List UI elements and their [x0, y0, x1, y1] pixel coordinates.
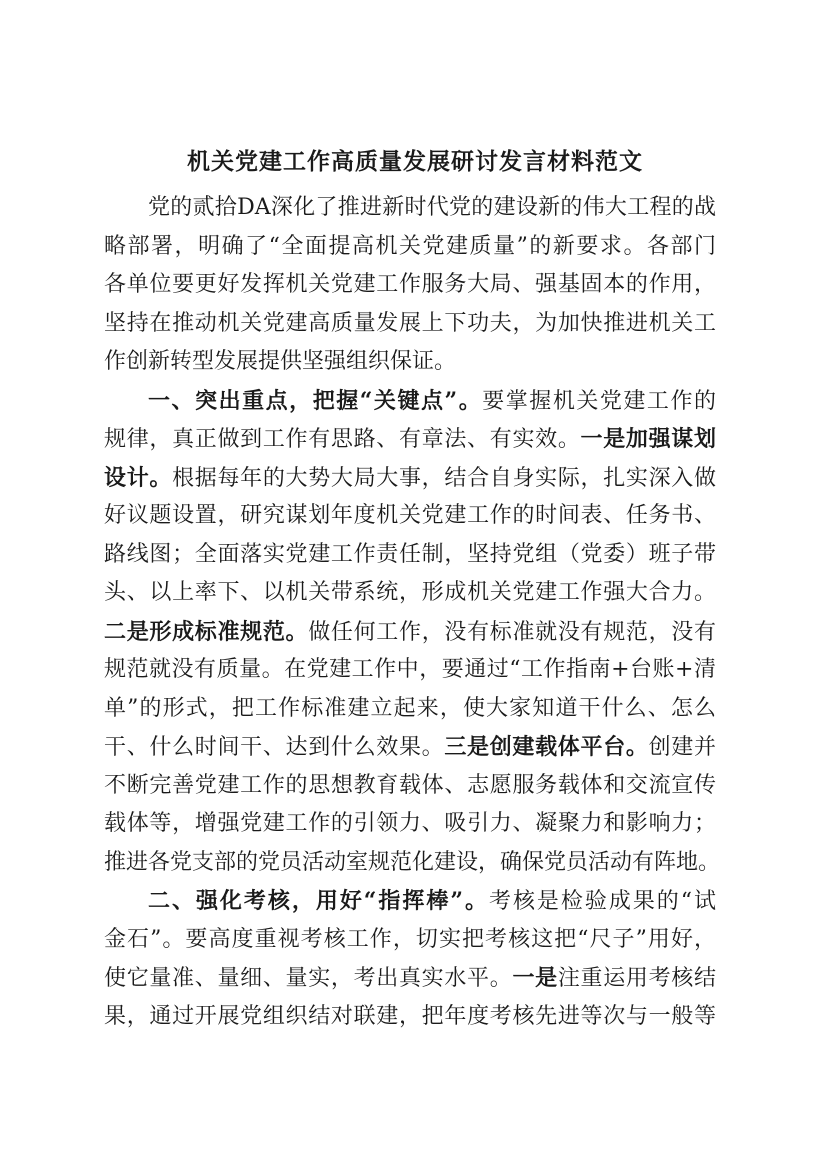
text-line	[104, 998, 716, 1037]
text-segment: 果，通过开展党组织结对联建，把年度考核先进等次与一般等	[104, 1003, 716, 1029]
paragraph	[104, 382, 721, 883]
text-line	[104, 343, 716, 382]
text-segment: 头、以上率下、以机关带系统，形成机关党建工作强大合力。	[104, 580, 716, 605]
text-segment: 干、什么时间干、达到什么效果。	[104, 735, 445, 760]
text-line	[104, 266, 716, 305]
text-segment: 不断完善党建工作的思想教育载体、志愿服务载体和交流宣传	[104, 772, 716, 798]
text-segment: 做任何工作，没有标准就没有规范，没有	[308, 619, 716, 645]
text-segment: 坚持在推动机关党建高质量发展上下功夫，为加快推进机关工	[104, 310, 716, 336]
text-segment: 载体等，增强党建工作的引领力、吸引力、凝聚力和影响力；	[104, 811, 716, 836]
text-segment: 作创新转型发展提供坚强组织保证。	[104, 349, 457, 374]
text-segment: 根据每年的大势大局大事，结合自身实际，扎实深入做	[172, 465, 716, 491]
text-line	[104, 844, 721, 883]
text-line	[104, 651, 716, 690]
text-line	[104, 536, 716, 575]
bold-text: 设计。	[104, 464, 173, 491]
text-line	[104, 921, 716, 960]
text-line	[104, 959, 716, 998]
text-line	[104, 767, 716, 806]
text-segment: 要掌握机关党建工作的	[482, 388, 716, 414]
text-segment: 注重运用考核结	[557, 966, 716, 991]
text-segment: 略部署，明确了“全面提高机关党建质量”的新要求。各部门	[104, 233, 716, 259]
bold-text: 二是形成标准规范。	[104, 618, 309, 645]
text-line	[104, 420, 716, 459]
text-line	[104, 497, 716, 536]
bold-text: 一是加强谋划	[580, 426, 716, 452]
text-line	[104, 459, 716, 498]
bold-text: 二、强化考核，用好“指挥棒”。	[148, 888, 489, 914]
text-line	[104, 574, 716, 613]
text-segment: 单”的形式，把工作标准建立起来，使大家知道干什么、怎么	[104, 695, 716, 721]
text-segment: 使它量准、量细、量实，考出真实水平。	[104, 966, 513, 991]
text-line	[104, 690, 716, 729]
text-segment: 创建并	[648, 735, 716, 760]
text-line	[104, 228, 716, 267]
text-line	[104, 613, 716, 652]
text-line	[104, 305, 716, 344]
paragraph	[104, 189, 716, 382]
document-body	[104, 189, 721, 1036]
text-segment: 路线图；全面落实党建工作责任制，坚持党组（党委）班子带	[104, 541, 716, 567]
text-segment: 党的贰拾DA深化了推进新时代党的建设新的伟大工程的战	[148, 195, 716, 220]
text-line	[104, 805, 716, 844]
text-segment: 推进各党支部的党员活动室规范化建设，确保党员活动有阵地。	[104, 849, 721, 875]
text-line	[104, 189, 716, 228]
bold-text: 一是	[512, 965, 558, 991]
text-line	[104, 728, 716, 767]
text-segment: 规范就没有质量。在党建工作中，要通过“工作指南+台账+清	[104, 657, 716, 682]
text-segment: 规律，真正做到工作有思路、有章法、有实效。	[104, 427, 581, 452]
text-line	[104, 382, 716, 421]
text-segment: 考核是检验成果的“试	[488, 889, 717, 914]
text-segment: 好议题设置，研究谋划年度机关党建工作的时间表、任务书、	[104, 503, 716, 528]
text-segment: 各单位要更好发挥机关党建工作服务大局、强基固本的作用，	[104, 272, 716, 297]
bold-text: 一、突出重点，把握“关键点”。	[148, 387, 483, 414]
text-line	[104, 882, 716, 921]
text-segment: 金石”。要高度重视考核工作，切实把考核这把“尺子”用好，	[104, 926, 716, 952]
bold-text: 三是创建载体平台。	[444, 734, 649, 760]
paragraph	[104, 882, 716, 1036]
document-title: 机关党建工作高质量发展研讨发言材料范文	[187, 148, 643, 175]
